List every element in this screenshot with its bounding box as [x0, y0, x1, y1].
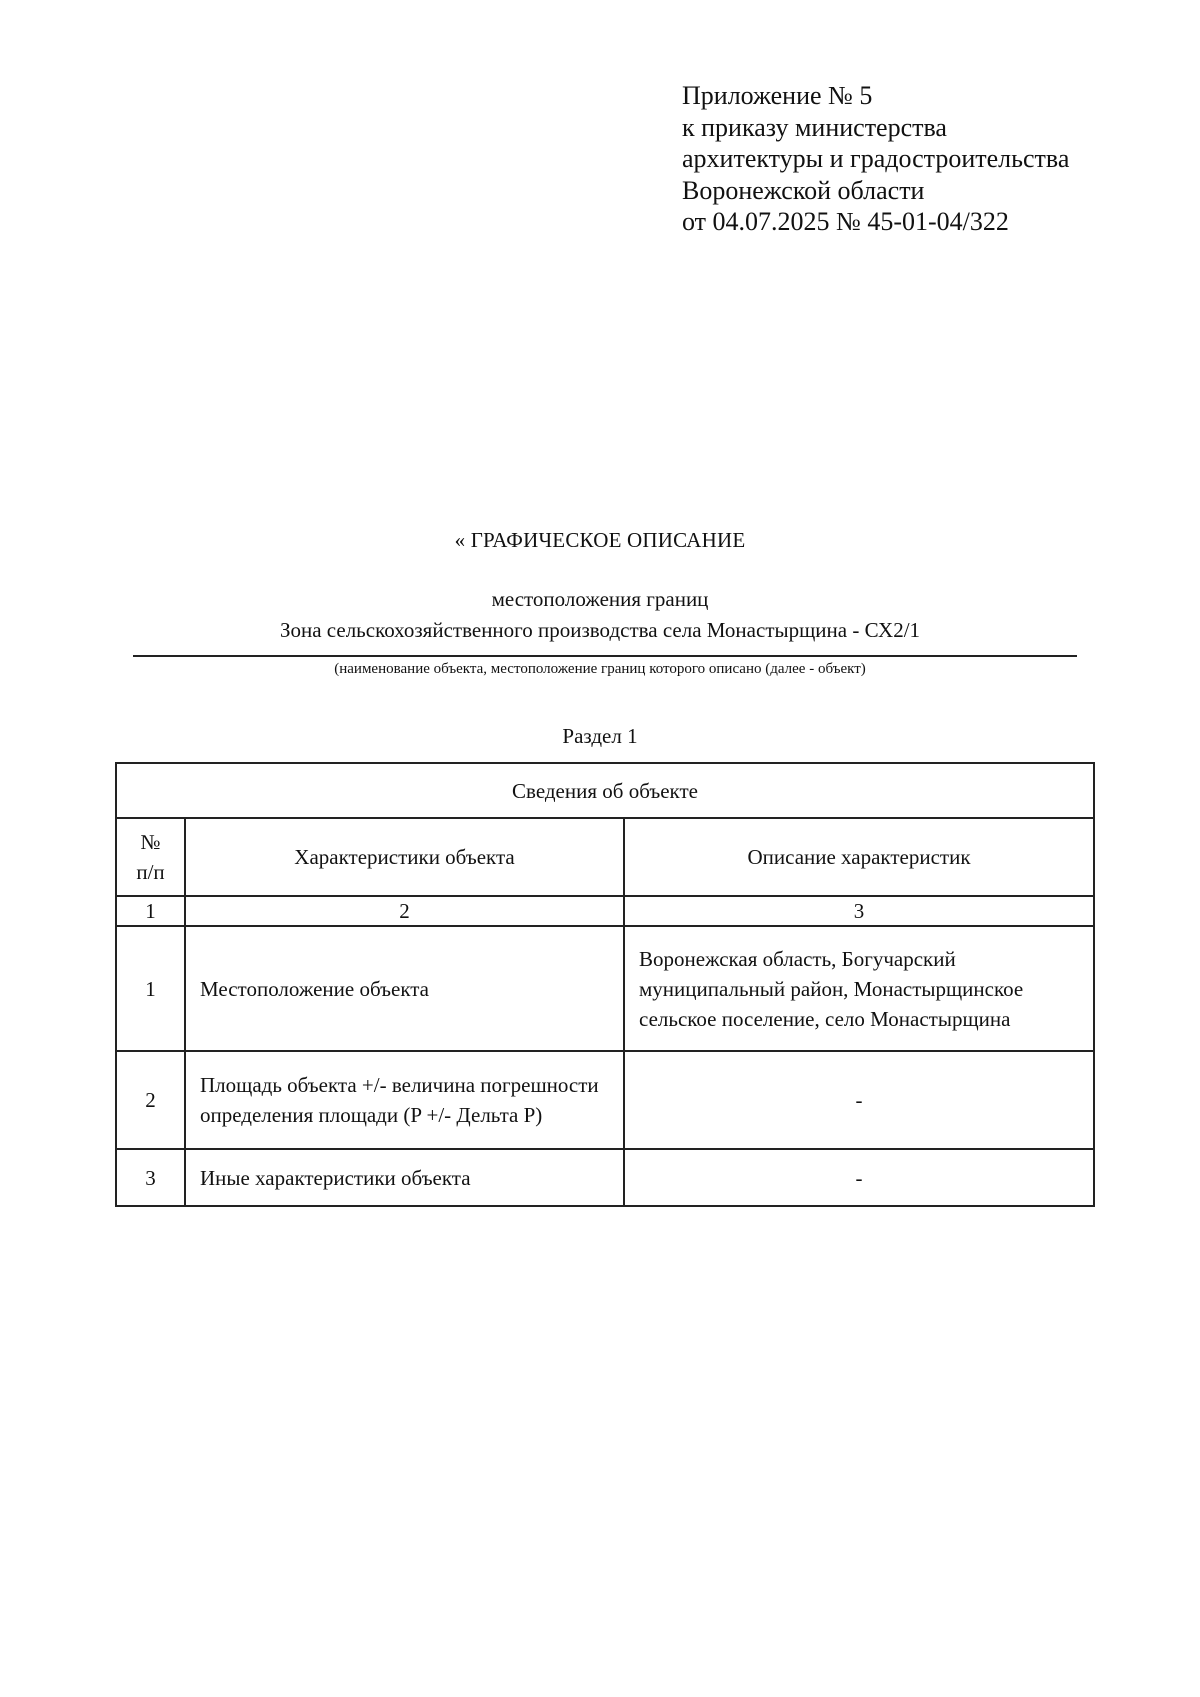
row-num: 1: [116, 926, 185, 1051]
row-characteristic: Местоположение объекта: [185, 926, 624, 1051]
section-heading: Раздел 1: [562, 724, 638, 748]
document-subtitle: [0, 584, 1200, 646]
column-number: 3: [624, 896, 1094, 926]
object-name-underline: [133, 655, 1077, 657]
appendix-line: Приложение № 5: [682, 81, 873, 110]
header-num: [116, 818, 185, 896]
row-description: -: [624, 1149, 1094, 1206]
document-title: « ГРАФИЧЕСКОЕ ОПИСАНИЕ: [454, 528, 746, 552]
table-row: [116, 1051, 1094, 1149]
header-characteristic: Характеристики объекта: [185, 818, 624, 896]
column-number-row: [116, 896, 1094, 926]
row-description: Воронежская область, Богучарский муниципальный район, Монастырщинское сельское поселение, село Монастырщина: [624, 926, 1094, 1051]
appendix-line: Воронежской области: [682, 175, 925, 205]
row-description: -: [624, 1051, 1094, 1149]
appendix-block: [682, 80, 1069, 238]
header-num-line: №: [140, 830, 161, 854]
table-row: [116, 926, 1094, 1051]
row-characteristic: Иные характеристики объекта: [185, 1149, 624, 1206]
table-header-row: [116, 818, 1094, 896]
column-number: 2: [185, 896, 624, 926]
appendix-line: архитектуры и градостроительства: [682, 144, 1070, 173]
object-name: Зона сельскохозяйственного производства села Монастырщина - СХ2/1: [279, 618, 921, 642]
table-title-row: [116, 763, 1094, 818]
row-num: 2: [116, 1051, 185, 1149]
subtitle-line: местоположения границ: [491, 587, 709, 611]
appendix-line: от 04.07.2025 № 45-01-04/322: [682, 207, 1009, 236]
row-characteristic: Площадь объекта +/- величина погрешности определения площади (P +/- Дельта P): [185, 1051, 624, 1149]
table-row: [116, 1149, 1094, 1206]
row-num: 3: [116, 1149, 185, 1206]
column-number: 1: [116, 896, 185, 926]
object-name-caption: (наименование объекта, местоположение границ которого описано (далее - объект): [334, 661, 866, 677]
header-description: Описание характеристик: [624, 818, 1094, 896]
object-info-table: [115, 762, 1095, 1207]
table-title: Сведения об объекте: [116, 763, 1094, 818]
header-num-line: п/п: [136, 860, 165, 884]
appendix-line: к приказу министерства: [682, 112, 947, 142]
